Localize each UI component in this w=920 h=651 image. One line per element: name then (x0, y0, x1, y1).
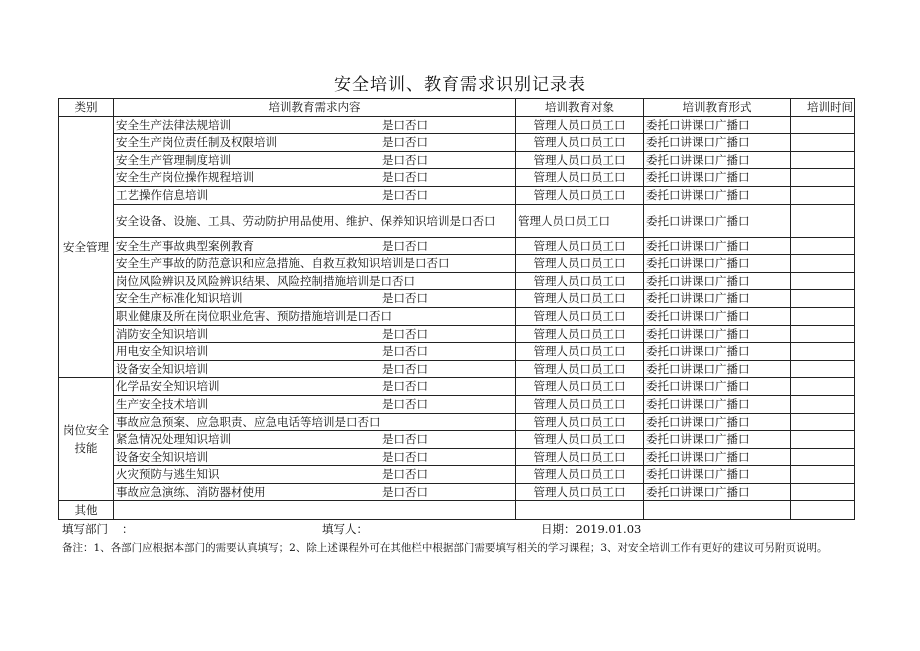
need-content: 职业健康及所在岗位职业危害、预防措施培训 (116, 308, 346, 323)
form-checkboxes[interactable]: 委托口讲课口广播口 (644, 343, 791, 361)
date-value: 2019.01.03 (575, 522, 642, 536)
need-content: 安全设备、设施、工具、劳动防护用品使用、维护、保养知识培训 (116, 213, 450, 228)
yes-no-checkboxes[interactable]: 是口否口 (369, 273, 415, 288)
target-checkboxes[interactable]: 管理人员口员工口 (516, 343, 644, 361)
form-checkboxes[interactable]: 委托口讲课口广播口 (644, 290, 791, 308)
training-time-cell[interactable] (791, 360, 855, 378)
table-row (59, 360, 855, 378)
need-content-cell (114, 307, 516, 325)
yes-no-checkboxes[interactable]: 是口否口 (403, 256, 450, 271)
form-checkboxes[interactable]: 委托口讲课口广播口 (644, 272, 791, 290)
table-row (59, 307, 855, 325)
need-content-cell (114, 186, 516, 204)
need-content-cell (114, 169, 516, 187)
table-row (59, 169, 855, 187)
yes-no-checkboxes[interactable]: 是口否口 (382, 396, 428, 411)
table-row (59, 325, 855, 343)
yes-no-checkboxes[interactable]: 是口否口 (334, 414, 381, 429)
need-content: 设备安全知识培训 (116, 361, 208, 376)
need-content: 安全生产事故的防范意识和应急措施、自救互救知识培训 (116, 256, 404, 271)
dept-input[interactable]: ： (122, 522, 134, 536)
target-checkboxes[interactable]: 管理人员口员工口 (516, 307, 644, 325)
form-checkboxes[interactable]: 委托口讲课口广播口 (644, 395, 791, 413)
table-header-row (59, 99, 855, 117)
target-checkboxes[interactable]: 管理人员口员工口 (516, 237, 644, 255)
need-content: 用电安全知识培训 (116, 344, 208, 359)
training-time-cell[interactable] (791, 255, 855, 273)
table-row (59, 448, 855, 466)
form-checkboxes[interactable]: 委托口讲课口广播口 (644, 186, 791, 204)
need-content-cell (114, 343, 516, 361)
yes-no-checkboxes[interactable]: 是口否口 (382, 326, 428, 341)
training-time-cell[interactable] (791, 395, 855, 413)
footer-filler (322, 521, 368, 537)
need-content: 火灾预防与逃生知识 (116, 467, 220, 482)
target-checkboxes[interactable]: 管理人员口员工口 (516, 448, 644, 466)
training-time-cell[interactable] (791, 134, 855, 152)
category-safety-management: 安全管理 (59, 116, 114, 378)
need-content-cell (114, 290, 516, 308)
table-row (59, 134, 855, 152)
yes-no-checkboxes[interactable]: 是口否口 (382, 449, 428, 464)
target-checkboxes[interactable]: 管理人员口员工口 (516, 151, 644, 169)
need-content: 生产安全技术培训 (116, 396, 208, 411)
category-post-skills: 岗位安全技能 (59, 378, 114, 501)
need-content-cell (114, 413, 516, 431)
training-time-cell[interactable] (791, 325, 855, 343)
training-time-cell[interactable] (791, 237, 855, 255)
training-time-cell[interactable] (791, 169, 855, 187)
training-time-cell[interactable] (791, 483, 855, 501)
form-checkboxes[interactable]: 委托口讲课口广播口 (644, 431, 791, 449)
form-checkboxes[interactable]: 委托口讲课口广播口 (644, 378, 791, 396)
target-checkboxes[interactable]: 管理人员口员工口 (516, 395, 644, 413)
training-time-cell[interactable] (791, 151, 855, 169)
target-checkboxes[interactable]: 管理人员口员工口 (516, 255, 644, 273)
other-time-cell[interactable] (791, 501, 855, 520)
yes-no-checkboxes[interactable]: 是口否口 (382, 291, 428, 306)
need-content: 化学品安全知识培训 (116, 379, 220, 394)
table-row-other (59, 501, 855, 520)
need-content-cell (114, 378, 516, 396)
table-row (59, 116, 855, 134)
header-content: 培训教育需求内容 (114, 99, 516, 117)
target-checkboxes[interactable]: 管理人员口员工口 (516, 378, 644, 396)
need-content-cell (114, 395, 516, 413)
filler-label: 填写人： (322, 522, 368, 536)
need-content: 紧急情况处理知识培训 (116, 432, 231, 447)
need-content-cell (114, 272, 516, 290)
yes-no-checkboxes[interactable]: 是口否口 (382, 361, 428, 376)
yes-no-checkboxes[interactable]: 是口否口 (382, 152, 428, 167)
need-content-cell (114, 134, 516, 152)
yes-no-checkboxes[interactable]: 是口否口 (382, 379, 428, 394)
training-time-cell[interactable] (791, 431, 855, 449)
form-checkboxes[interactable]: 委托口讲课口广播口 (644, 325, 791, 343)
yes-no-checkboxes[interactable]: 是口否口 (382, 117, 428, 132)
need-content-cell (114, 483, 516, 501)
need-content: 安全生产岗位操作规程培训 (116, 170, 254, 185)
form-checkboxes[interactable]: 委托口讲课口广播口 (644, 483, 791, 501)
form-checkboxes[interactable]: 委托口讲课口广播口 (644, 204, 791, 237)
training-time-cell[interactable] (791, 186, 855, 204)
table-row (59, 395, 855, 413)
table-row (59, 186, 855, 204)
need-content: 工艺操作信息培训 (116, 187, 208, 202)
need-content: 事故应急预案、应急职责、应急电话等培训 (116, 414, 335, 429)
remarks-note: 备注：1、各部门应根据本部门的需要认真填写；2、除上述课程外可在其他栏中根据部门需要填写相关的学习课程；3、对安全培训工作有更好的建议可另附页说明。 (62, 542, 828, 554)
need-content-cell (114, 325, 516, 343)
table-row (59, 413, 855, 431)
yes-no-checkboxes[interactable]: 是口否口 (382, 484, 428, 499)
target-checkboxes[interactable]: 管理人员口员工口 (516, 290, 644, 308)
yes-no-checkboxes[interactable]: 是口否口 (382, 238, 428, 253)
table-body (59, 116, 855, 520)
target-checkboxes[interactable]: 管理人员口员工口 (516, 204, 644, 237)
form-checkboxes[interactable]: 委托口讲课口广播口 (644, 237, 791, 255)
table-row (59, 151, 855, 169)
training-needs-table (58, 98, 855, 520)
yes-no-checkboxes[interactable]: 是口否口 (346, 308, 392, 323)
training-time-cell[interactable] (791, 413, 855, 431)
need-content: 安全生产法律法规培训 (116, 117, 231, 132)
footer-dept (62, 521, 134, 537)
form-checkboxes[interactable]: 委托口讲课口广播口 (644, 307, 791, 325)
header-form: 培训教育形式 (644, 99, 791, 117)
form-checkboxes[interactable]: 委托口讲课口广播口 (644, 466, 791, 484)
table-row (59, 255, 855, 273)
form-checkboxes[interactable]: 委托口讲课口广播口 (644, 255, 791, 273)
form-checkboxes[interactable]: 委托口讲课口广播口 (644, 360, 791, 378)
training-time-cell[interactable] (791, 378, 855, 396)
yes-no-checkboxes[interactable]: 是口否口 (449, 213, 496, 228)
table-row (59, 237, 855, 255)
table-row (59, 431, 855, 449)
table-row (59, 272, 855, 290)
form-checkboxes[interactable]: 委托口讲课口广播口 (644, 134, 791, 152)
table-row (59, 483, 855, 501)
need-content-cell (114, 360, 516, 378)
table-row (59, 466, 855, 484)
need-content-cell (114, 237, 516, 255)
target-checkboxes[interactable]: 管理人员口员工口 (516, 466, 644, 484)
training-time-cell[interactable] (791, 466, 855, 484)
target-checkboxes[interactable]: 管理人员口员工口 (516, 134, 644, 152)
footer-date (541, 521, 641, 537)
table-row (59, 378, 855, 396)
dept-label: 填写部门 (62, 522, 108, 536)
target-checkboxes[interactable]: 管理人员口员工口 (516, 116, 644, 134)
form-checkboxes[interactable]: 委托口讲课口广播口 (644, 413, 791, 431)
table-row (59, 343, 855, 361)
need-content: 安全生产岗位责任制及权限培训 (116, 135, 277, 150)
need-content: 安全生产管理制度培训 (116, 152, 231, 167)
yes-no-checkboxes[interactable]: 是口否口 (382, 135, 428, 150)
target-checkboxes[interactable]: 管理人员口员工口 (516, 413, 644, 431)
target-checkboxes[interactable]: 管理人员口员工口 (516, 186, 644, 204)
header-category: 类别 (59, 99, 114, 117)
need-content-cell (114, 431, 516, 449)
category-other: 其他 (59, 501, 114, 520)
form-checkboxes[interactable]: 委托口讲课口广播口 (644, 169, 791, 187)
header-time: 培训时间 (791, 99, 855, 117)
need-content: 安全生产事故典型案例教育 (116, 238, 254, 253)
training-time-cell[interactable] (791, 116, 855, 134)
yes-no-checkboxes[interactable]: 是口否口 (382, 170, 428, 185)
need-content: 岗位风险辨识及风险辨识结果、风险控制措施培训 (116, 273, 369, 288)
training-time-cell[interactable] (791, 448, 855, 466)
target-checkboxes[interactable]: 管理人员口员工口 (516, 431, 644, 449)
training-time-cell[interactable] (791, 204, 855, 237)
other-form-cell[interactable] (644, 501, 791, 520)
date-label: 日期： (541, 522, 576, 536)
need-content: 事故应急演练、消防器材使用 (116, 484, 266, 499)
training-time-cell[interactable] (791, 307, 855, 325)
yes-no-checkboxes[interactable]: 是口否口 (382, 187, 428, 202)
table-row (59, 204, 855, 237)
need-content-cell (114, 466, 516, 484)
yes-no-checkboxes[interactable]: 是口否口 (382, 432, 428, 447)
need-content: 安全生产标准化知识培训 (116, 291, 243, 306)
target-checkboxes[interactable]: 管理人员口员工口 (516, 169, 644, 187)
need-content-cell (114, 204, 516, 237)
need-content-cell (114, 151, 516, 169)
need-content: 设备安全知识培训 (116, 449, 208, 464)
form-checkboxes[interactable]: 委托口讲课口广播口 (644, 116, 791, 134)
training-time-cell[interactable] (791, 290, 855, 308)
training-time-cell[interactable] (791, 272, 855, 290)
target-checkboxes[interactable]: 管理人员口员工口 (516, 325, 644, 343)
target-checkboxes[interactable]: 管理人员口员工口 (516, 272, 644, 290)
need-content-cell (114, 448, 516, 466)
need-content-cell (114, 255, 516, 273)
other-target-cell[interactable] (516, 501, 644, 520)
target-checkboxes[interactable]: 管理人员口员工口 (516, 360, 644, 378)
training-time-cell[interactable] (791, 343, 855, 361)
table-row (59, 290, 855, 308)
other-content-cell[interactable] (114, 501, 516, 520)
page-title: 安全培训、教育需求识别记录表 (334, 75, 586, 95)
need-content: 消防安全知识培训 (116, 326, 208, 341)
form-checkboxes[interactable]: 委托口讲课口广播口 (644, 448, 791, 466)
header-target: 培训教育对象 (516, 99, 644, 117)
yes-no-checkboxes[interactable]: 是口否口 (382, 467, 428, 482)
form-checkboxes[interactable]: 委托口讲课口广播口 (644, 151, 791, 169)
need-content-cell (114, 116, 516, 134)
yes-no-checkboxes[interactable]: 是口否口 (382, 344, 428, 359)
target-checkboxes[interactable]: 管理人员口员工口 (516, 483, 644, 501)
